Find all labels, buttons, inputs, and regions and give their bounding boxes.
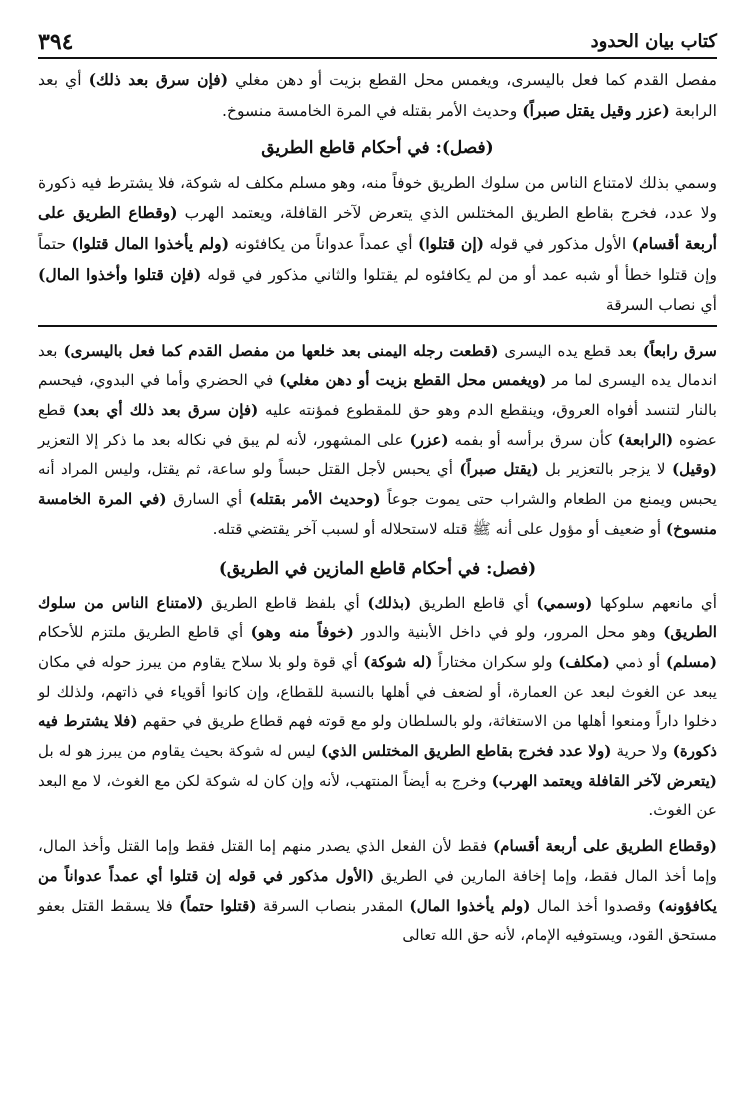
bold-text-run: (فإن سرق بعد ذلك) <box>88 70 229 89</box>
bold-text-run: (بذلك) <box>367 593 412 612</box>
bold-text-run: (وقطاع الطريق على أربعة أقسام) <box>492 837 717 856</box>
text-run: أي السارق <box>166 490 249 509</box>
commentary-section <box>38 337 717 951</box>
text-run: وخرج به أيضاً المنتهب، لأنه وإن كان له شوكة لكن مع الغوث، لا مع البعد عن الغوث. <box>38 771 717 820</box>
text-run: على المشهور، لأنه لم يبق في نكاله بعد ما ذكر إلا التعزير <box>38 430 410 449</box>
bold-text-run: (وقيل) <box>671 460 717 479</box>
text-run: فقط لأن الفعل الذي يصدر منهم إما القتل فقط وإما القتل وأخذ المال، وإما أخذ المال فقط، وإما إخافة المارين في الطريق <box>38 837 717 885</box>
bold-text-run: (مسلم) <box>665 652 718 671</box>
text-run: كأن سرق برأسه أو بفمه <box>448 430 618 449</box>
bold-text-run: سرق رابعاً) <box>642 341 717 360</box>
bold-text-run: (في المرة الخامسة منسوخ) <box>38 490 717 538</box>
bold-text-run: (وسمي) <box>536 593 593 612</box>
bold-text-run: (قتلوا حتماً) <box>179 896 257 915</box>
text-run: أي قاطع الطريق <box>411 593 537 612</box>
bold-text-run: (عزر وقيل يقتل صبراً) <box>522 100 670 120</box>
bold-text-run: (إن قتلوا) <box>417 234 485 254</box>
commentary-paragraph-2 <box>38 589 717 827</box>
bold-text-run: (يتعرض لآخر القافلة ويعتمد الهرب) <box>491 771 717 790</box>
bold-text-run: (ويغمس محل القطع بزيت أو دهن مغلي) <box>279 371 547 390</box>
text-run: أي قاطع الطريق ملتزم للأحكام <box>38 623 251 642</box>
commentary-paragraph-1 <box>38 337 717 545</box>
text-run: أو ذمي <box>609 652 666 671</box>
commentary-paragraph-3 <box>38 832 717 951</box>
book-title: كتاب بيان الحدود <box>590 31 717 52</box>
page-number: ٣٩٤ <box>38 29 74 55</box>
bold-text-run: (يقتل صبراً) <box>459 460 539 479</box>
bold-text-run: (فإن قتلوا وأخذوا المال) <box>38 264 202 284</box>
text-run: أو ضعيف أو مؤول على أنه ﷺ قتله لاستحلاله أو لسبب آخر يقتضي قتله. <box>212 519 666 538</box>
bold-text-run: (فلا يشترط فيه ذكورة) <box>38 712 717 761</box>
bold-text-run: (وقطاع الطريق على أربعة أقسام) <box>38 203 717 254</box>
bold-text-run: (قطعت رجله اليمنى بعد خلعها من مفصل القدم كما فعل باليسرى) <box>63 341 499 360</box>
bold-text-run: (الرابعة) <box>617 430 674 449</box>
bold-text-run: (ولم يأخذوا المال قتلوا) <box>71 234 230 254</box>
text-run: الأول مذكور في قوله <box>484 235 632 254</box>
bold-text-run: (خوفاً منه وهو) <box>250 623 354 642</box>
text-run: ولو سكران مختاراً <box>432 652 559 671</box>
text-run: المقدر بنصاب السرقة <box>256 896 410 915</box>
footnote-separator <box>38 325 717 327</box>
bold-text-run: (فإن سرق بعد ذلك أي بعد) <box>72 400 259 419</box>
text-run: أي عمداً عدواناً من يكافئونه <box>229 235 418 254</box>
bold-text-run: (مكلف) <box>558 652 610 671</box>
text-run: أي بعد الرابعة <box>38 71 717 120</box>
text-run: بعد قطع يده اليسرى <box>498 341 643 360</box>
section-heading: (فصل): في أحكام قاطع الطريق <box>261 137 494 158</box>
text-run: ولا حرية <box>611 742 673 761</box>
text-run: وقصدوا أخذ المال <box>530 896 658 915</box>
text-run: لا يزجر بالتعزير بل <box>538 460 672 479</box>
matn-paragraph-2 <box>38 169 717 321</box>
text-run: أي يحبس لأجل القتل حبساً ولو ساعة، ثم يقتل، وليس المراد أنه يحبس ويمنع من الطعام والشراب حتى يموت جوعاً <box>38 460 718 509</box>
text-run: وحديث الأمر بقتله في المرة الخامسة منسوخ. <box>221 101 523 120</box>
running-head <box>38 30 717 59</box>
text-run: في الحضري وأما في البدوي، فيحسم بالنار لتنسد أفواه العروق، وينقطع الدم وهو حق للمقطوع فمؤنته عليه <box>38 371 717 419</box>
text-run: ليس له شوكة بحيث يقاوم من يبرز هو له بل <box>38 742 321 761</box>
bold-text-run: (لامتناع الناس من سلوك الطريق) <box>38 593 717 642</box>
text-run: قطع عضوه <box>38 400 717 449</box>
text-run: حتماً وإن قتلوا خطأ أو شبه عمد أو من لم يكافئوه لم يقتلوا والثاني مذكور في قوله <box>38 235 717 284</box>
text-run: فلا يسقط القتل بعفو مستحق القود، ويستوفيه الإمام، لأنه حق الله تعالى <box>38 896 717 945</box>
matn-paragraph-1 <box>38 65 717 127</box>
text-run: وهو محل المرور، ولو في داخل الأبنية والدور <box>353 623 664 642</box>
bold-text-run: (ولا عدد فخرج بقاطع الطريق المختلس الذي) <box>320 742 612 761</box>
text-run: أي قوة ولو بلا سلاح يقاوم من يبرز حوله في مكان يبعد عن الغوث لبعد عن العمارة، أو لضعف في أهلها بالنسبة للقطاع، وإن كانوا أقوياء في ذاتهم، ولذلك لو دخلوا داراً ومنعوا أهلها من الاستغاثة، ولو بالسلطان ولو مع قوته فهم قطاع طريق في حقهم <box>38 652 718 731</box>
bold-text-run: (وحديث الأمر بقتله) <box>248 490 381 509</box>
bold-text-run: (الأول مذكور في قوله إن قتلوا أي عمداً عدواناً من يكافؤونه) <box>38 866 718 915</box>
commentary-heading: (فصل: في أحكام قاطع المازين في الطريق) <box>218 558 537 579</box>
matn-section <box>38 65 717 321</box>
bold-text-run: (ولم يأخذوا المال) <box>409 896 531 915</box>
bold-text-run: (له شوكة) <box>363 652 433 671</box>
text-run: بعد اندمال يده اليسرى لما مر <box>38 341 717 390</box>
text-run: وسمي بذلك لامتناع الناس من سلوك الطريق خوفاً منه، وهو مسلم مكلف له شوكة، فلا يشترط فيه ذكورة ولا عدد، فخرج بقاطع الطريق المختلس الذي يتعرض لآخر القافلة، ويعتمد الهرب <box>38 173 717 223</box>
text-run: مفصل القدم كما فعل باليسرى، ويغمس محل القطع بزيت أو دهن مغلي <box>228 71 717 89</box>
text-run: أي مانعهم سلوكها <box>592 593 717 612</box>
text-run: أي نصاب السرقة <box>605 295 717 314</box>
bold-text-run: (عزر) <box>409 430 449 449</box>
text-run: أي بلفظ قاطع الطريق <box>203 593 368 612</box>
